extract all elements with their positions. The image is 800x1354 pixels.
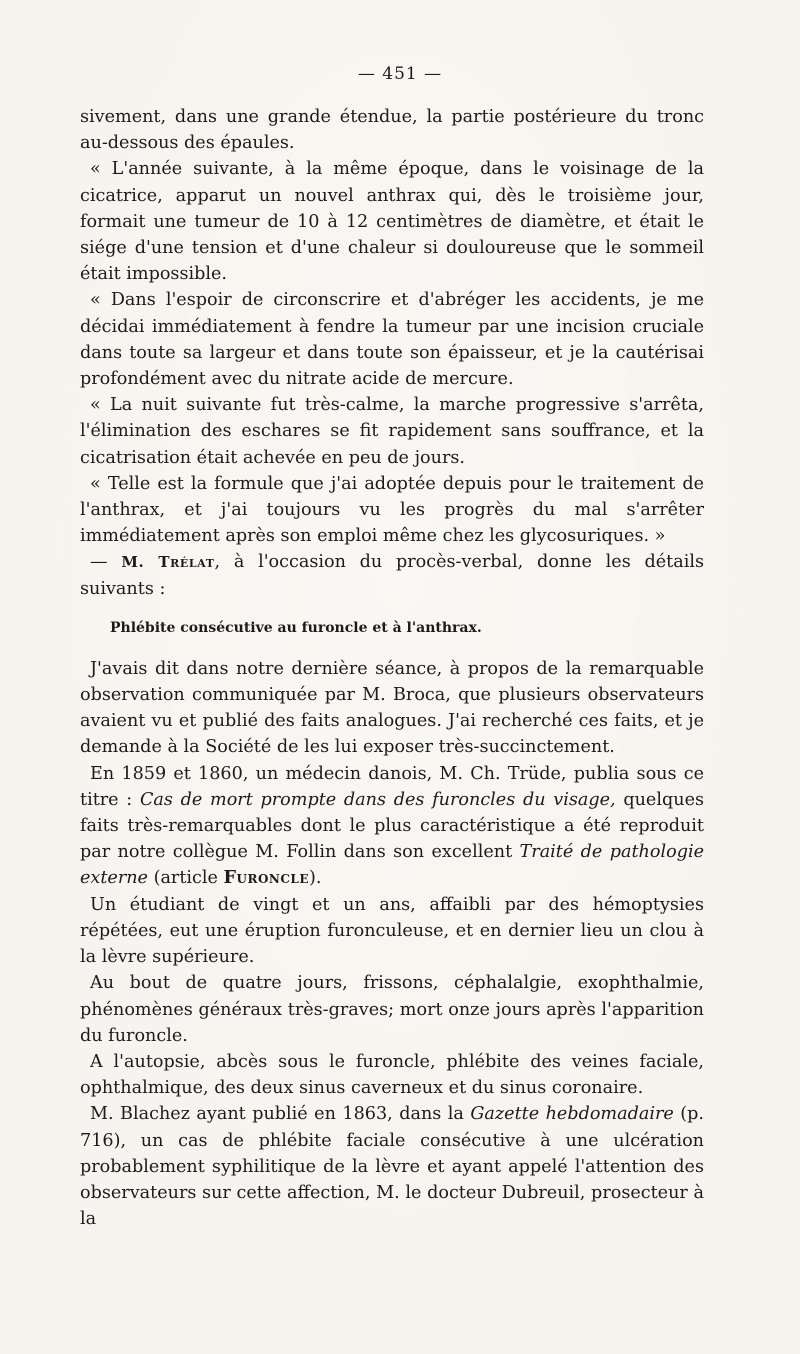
text-run: En 1859 et 1860, un médecin danois, M. Ch. Trüde, publia sous ce titre :: [80, 763, 704, 810]
article-name: Furoncle: [223, 867, 310, 889]
text-run: M. Blachez ayant publié en 1863, dans la: [90, 1104, 471, 1125]
paragraph-quote-3: « La nuit suivante fut très-calme, la marche progressive s'arrêta, l'élimination des eschares se fit rapidement sans souffrance, et la cicatrisation était achevée en peu de jours.: [80, 395, 704, 468]
paragraph-student-case: Un étudiant de vingt et un ans, affaibli par des hémoptysies répétées, eut une éruption furonculeuse, et en dernier lieu un clou à la lèvre supérieure.: [80, 894, 704, 968]
body-text: [80, 104, 704, 1232]
speaker-intro-text: , à l'occasion du procès-verbal, donne les détails suivants :: [80, 552, 704, 599]
cited-title: Cas de mort prompte dans des furoncles du visage,: [139, 789, 616, 810]
cited-book-title: Traité de pathologie externe: [80, 842, 704, 889]
text-run: ).: [309, 868, 322, 889]
paragraph-continuation: sivement, dans une grande étendue, la partie postérieure du tronc au-dessous des épaules.: [80, 107, 704, 154]
paragraph-observation-intro: J'avais dit dans notre dernière séance, à propos de la remarquable observation communiquée par M. Broca, que plusieurs observateurs avaient vu et publié des faits analogues. J'ai recherché ces faits, et je demande à la Société de les lui exposer très-succinctement.: [80, 658, 704, 758]
paragraph-quote-4: « Telle est la formule que j'ai adoptée depuis pour le traitement de l'anthrax, et j'ai toujours vu les progrès du mal s'arrêter immédiatement après son emploi même chez les glycosuriques. »: [80, 473, 704, 547]
paragraph-symptoms: Au bout de quatre jours, frissons, céphalalgie, exophthalmie, phénomènes généraux très-graves; mort onze jours après l'apparition du furoncle.: [80, 973, 704, 1046]
paragraph-quote-1: « L'année suivante, à la même époque, dans le voisinage de la cicatrice, apparut un nouvel anthrax qui, dès le troisième jour, formait une tumeur de 10 à 12 centimètres de diamètre, et était le siége d'une tension et d'une chaleur si douloureuse que le sommeil était impossible.: [80, 159, 704, 285]
dash: —: [90, 552, 122, 573]
paragraph-speaker-intro: [80, 549, 704, 601]
paragraph-autopsy: A l'autopsie, abcès sous le furoncle, phlébite des veines faciale, ophthalmique, des deux sinus caverneux et du sinus coronaire.: [80, 1051, 704, 1099]
page-number: — 451 —: [357, 64, 443, 84]
paragraph-quote-2: « Dans l'espoir de circonscrire et d'abréger les accidents, je me décidai immédiatement à fendre la tumeur par une incision cruciale dans toute sa largeur et dans toute son épaisseur, et je la cautérisai profondément avec du nitrate acide de mercure.: [80, 290, 704, 390]
text-run: quelques faits très-remarquables dont le plus caractéristique a été reproduit par notre collègue M. Follin dans son excellent: [80, 789, 705, 863]
paragraph-blachez: [80, 1101, 704, 1232]
text-run: (article: [147, 868, 224, 889]
section-title: Phlébite consécutive au furoncle et à l'anthrax.: [110, 619, 482, 636]
speaker-name: M. Trélat: [121, 553, 215, 572]
text-run: (p. 716), un cas de phlébite faciale consécutive à une ulcération probablement syphilitique de la lèvre et ayant appelé l'attention des observateurs sur cette affection, M. le docteur Dubreuil, prosecteur à la: [80, 1104, 704, 1230]
journal-title: Gazette hebdomadaire: [470, 1104, 674, 1125]
paragraph-trude-case: [80, 761, 704, 892]
